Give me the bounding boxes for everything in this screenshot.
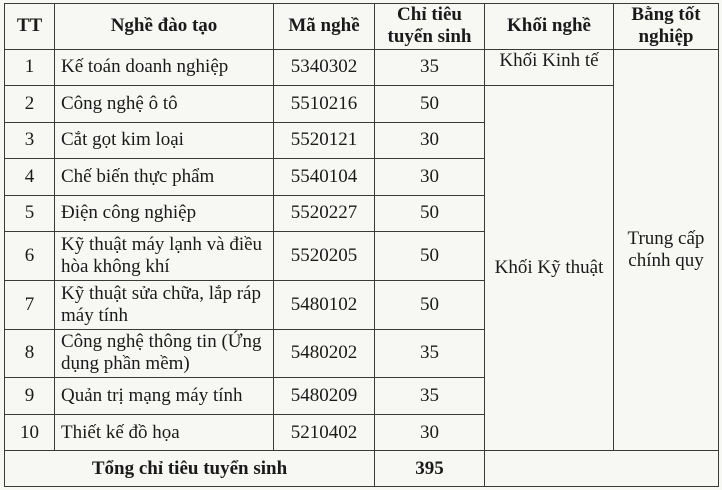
degree-cell: Trung cấp chính quy <box>614 49 719 451</box>
row-number: 3 <box>5 122 55 159</box>
total-row <box>5 451 719 487</box>
program-quota: 50 <box>375 232 485 281</box>
program-quota: 30 <box>375 414 485 451</box>
row-number: 7 <box>5 280 55 329</box>
program-name: Thiết kế đồ họa <box>55 414 274 451</box>
program-quota: 30 <box>375 159 485 196</box>
header-group: Khối nghề <box>485 4 614 50</box>
row-number: 5 <box>5 195 55 232</box>
program-code: 5510216 <box>274 86 375 123</box>
row-number: 10 <box>5 414 55 451</box>
program-code: 5540104 <box>274 159 375 196</box>
total-empty-cell <box>485 451 719 487</box>
header-tt: TT <box>5 4 55 50</box>
header-degree: Bằng tốt nghiệp <box>614 4 719 50</box>
program-quota: 35 <box>375 378 485 415</box>
program-name: Quản trị mạng máy tính <box>55 378 274 415</box>
program-name: Cắt gọt kim loại <box>55 122 274 159</box>
program-quota: 50 <box>375 195 485 232</box>
header-code: Mã nghề <box>274 4 375 50</box>
program-quota: 50 <box>375 280 485 329</box>
program-name: Kỹ thuật máy lạnh và điều hòa không khí <box>55 232 274 281</box>
program-code: 5480102 <box>274 280 375 329</box>
program-quota: 35 <box>375 49 485 86</box>
program-code: 5480209 <box>274 378 375 415</box>
program-quota: 35 <box>375 329 485 378</box>
row-number: 6 <box>5 232 55 281</box>
admission-table <box>4 3 719 487</box>
program-code: 5340302 <box>274 49 375 86</box>
row-number: 8 <box>5 329 55 378</box>
total-label: Tổng chỉ tiêu tuyển sinh <box>5 451 375 487</box>
program-quota: 50 <box>375 86 485 123</box>
program-name: Chế biến thực phẩm <box>55 159 274 196</box>
group-technical: Khối Kỹ thuật <box>485 86 614 451</box>
program-name: Công nghệ ô tô <box>55 86 274 123</box>
program-name: Kế toán doanh nghiệp <box>55 49 274 86</box>
header-program: Nghề đào tạo <box>55 4 274 50</box>
table-row <box>5 49 719 86</box>
program-quota: 30 <box>375 122 485 159</box>
total-value: 395 <box>375 451 485 487</box>
program-code: 5480202 <box>274 329 375 378</box>
table-row <box>5 86 719 123</box>
header-quota: Chỉ tiêu tuyển sinh <box>375 4 485 50</box>
program-name: Điện công nghiệp <box>55 195 274 232</box>
program-code: 5210402 <box>274 414 375 451</box>
program-code: 5520205 <box>274 232 375 281</box>
row-number: 4 <box>5 159 55 196</box>
header-row <box>5 4 719 50</box>
group-economics: Khối Kinh tế <box>485 49 614 86</box>
row-number: 1 <box>5 49 55 86</box>
row-number: 9 <box>5 378 55 415</box>
program-code: 5520227 <box>274 195 375 232</box>
row-number: 2 <box>5 86 55 123</box>
program-code: 5520121 <box>274 122 375 159</box>
program-name: Kỹ thuật sửa chữa, lắp ráp máy tính <box>55 280 274 329</box>
program-name: Công nghệ thông tin (Ứng dụng phần mềm) <box>55 329 274 378</box>
